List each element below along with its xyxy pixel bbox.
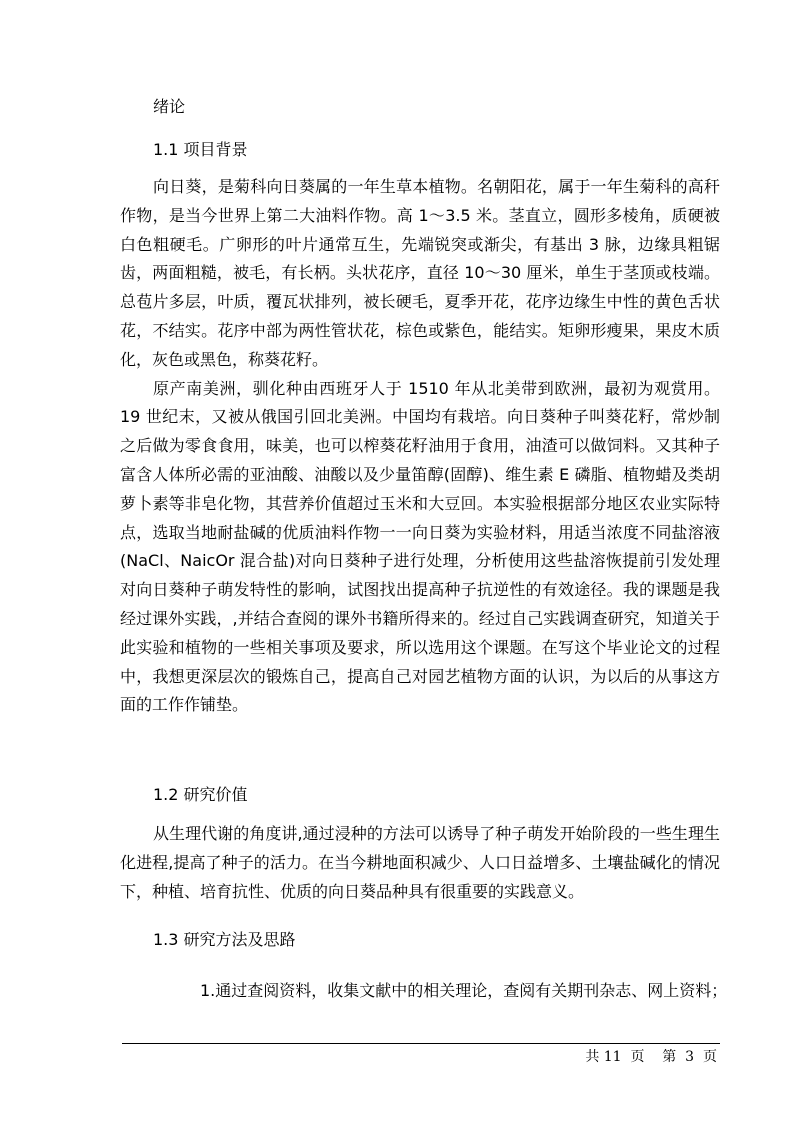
page-title: 绪论 [153, 97, 186, 116]
list-item: 1.通过查阅资料，收集文献中的相关理论，查阅有关期刊杂志、网上资料； [200, 981, 728, 1000]
section-heading-1-3: 1.3 研究方法及思路 [153, 930, 296, 949]
footer-divider [122, 1043, 720, 1044]
paragraph: 从生理代谢的角度讲,通过浸种的方法可以诱导了种子萌发开始阶段的一些生理生化进程,提高了种子的活力。在当今耕地面积减少、人口日益增多、土壤盐碱化的情况下，种植、培育抗性、优质的向日葵品种具有很重要的实践意义。 [120, 824, 720, 901]
paragraph: 向日葵，是菊科向日葵属的一年生草本植物。名朝阳花，属于一年生菊科的高秆作物，是当今世界上第二大油料作物。高 1～3.5 米。茎直立，圆形多棱角，质硬被白色粗硬毛。广卵形的叶片通常互生，先端锐突或渐尖，有基出 3 脉，边缘具粗锯齿，两面粗糙，被毛，有长柄。头状花序，直径 10～30 厘米，单生于茎顶或枝端。总苞片多层，叶质，覆瓦状排列，被长硬毛，夏季开花，花序边缘生中性的黄色舌状花，不结实。花序中部为两性管状花，棕色或紫色，能结实。矩卵形瘦果，果皮木质化，灰色或黑色，称葵花籽。 [120, 177, 720, 369]
paragraph: 原产南美洲，驯化种由西班牙人于 1510 年从北美带到欧洲，最初为观赏用。19 世纪末，又被从俄国引回北美洲。中国均有栽培。向日葵种子叫葵花籽，常炒制之后做为零食食用，味美，也可以榨葵花籽油用于食用，油渣可以做饲料。又其种子富含人体所必需的亚油酸、油酸以及少量笛醇(固醇)、维生素 E 磷脂、植物蜡及类胡萝卜素等非皂化物，其营养价值超过玉米和大豆回。本实验根据部分地区农业实际特点，选取当地耐盐碱的优质油料作物一一向日葵为实验材料，用适当浓度不同盐溶液(NaCl、NaicOr 混合盐)对向日葵种子进行处理，分析使用这些盐溶恢提前引发处理对向日葵种子萌发特性的影响，试图找出提高种子抗逆性的有效途径。我的课题是我经过课外实践，,并结合查阅的课外书籍所得来的。经过自己实践调查研究，知道关于此实验和植物的一些相关事项及要求，所以选用这个课题。在写这个毕业论文的过程中，我想更深层次的锻炼自己，提高自己对园艺植物方面的认识，为以后的从事这方面的工作作铺垫。 [120, 378, 720, 715]
page-number: 共 11 页 第 3 页 [585, 1049, 717, 1065]
section-1-2-body [120, 820, 720, 906]
section-heading-1-1: 1.1 项目背景 [153, 140, 248, 159]
section-1-1-body [120, 173, 720, 720]
section-heading-1-2: 1.2 研究价值 [153, 785, 248, 804]
